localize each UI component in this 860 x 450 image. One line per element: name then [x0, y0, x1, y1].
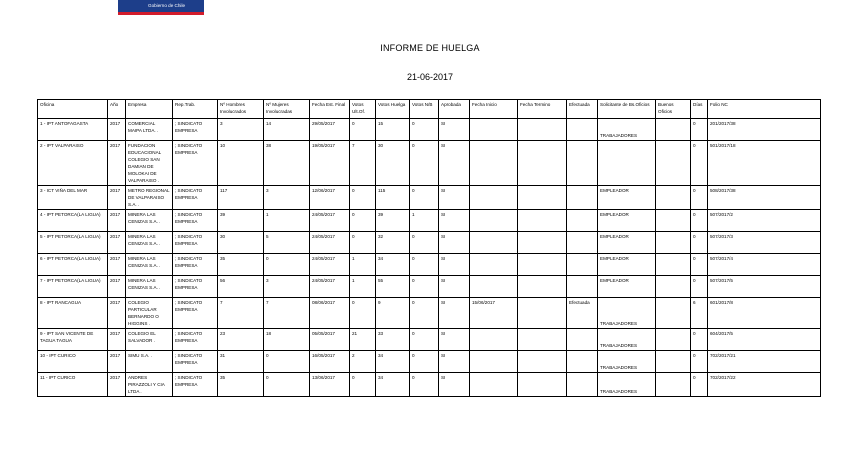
table-cell	[518, 141, 567, 186]
table-cell: 34	[376, 351, 410, 373]
table-cell: 35	[218, 254, 264, 276]
table-cell: 0	[691, 210, 708, 232]
table-cell: ; SINDICATO EMPRESA	[173, 119, 218, 141]
table-cell: ; SINDICATO EMPRESA	[173, 254, 218, 276]
table-cell: 501/2017/18	[708, 141, 821, 186]
column-header: Nº Hombres Involucrados	[218, 100, 264, 119]
table-cell: ; SINDICATO EMPRESA	[173, 351, 218, 373]
table-cell: 2 - IPT VALPARAISO	[38, 141, 108, 186]
table-cell: 0	[350, 119, 376, 141]
column-header: Días	[691, 100, 708, 119]
table-cell: SI	[439, 329, 470, 351]
table-cell: 6 - IPT PETORCA(LA LIGUA)	[38, 254, 108, 276]
table-cell: 39	[376, 210, 410, 232]
column-header: Oficina	[38, 100, 108, 119]
table-cell: 0	[350, 210, 376, 232]
table-cell: 15/06/2017	[470, 298, 518, 329]
table-cell: 507/2017/4	[708, 254, 821, 276]
table-cell	[656, 351, 691, 373]
table-cell: 15	[376, 119, 410, 141]
table-cell: 2017	[108, 373, 126, 397]
table-cell: 56	[218, 276, 264, 298]
table-cell: 508/2017/38	[708, 186, 821, 210]
table-cell: 507/2017/2	[708, 210, 821, 232]
table-cell: 2017	[108, 298, 126, 329]
table-cell: 0	[410, 329, 439, 351]
table-cell: 38	[264, 141, 310, 186]
table-cell: 0	[691, 141, 708, 186]
column-header: Efectuada	[567, 100, 598, 119]
table-cell: 0	[350, 373, 376, 397]
table-body	[38, 119, 821, 397]
table-cell: 32	[376, 232, 410, 254]
table-cell: 0	[691, 351, 708, 373]
table-cell: EMPLEADOR	[598, 232, 656, 254]
table-cell: METRO REGIONAL DE VALPARAISO S.A. .	[126, 186, 173, 210]
table-cell: 05/05/2017	[310, 329, 350, 351]
table-cell: 24/05/2017	[310, 254, 350, 276]
table-cell: 8 - IPT RANCAGUA	[38, 298, 108, 329]
table-cell: 1	[264, 210, 310, 232]
table-cell: 21	[350, 329, 376, 351]
table-cell: 117	[218, 186, 264, 210]
table-cell: SI	[439, 351, 470, 373]
table-cell: 55	[376, 276, 410, 298]
government-logo	[118, 0, 204, 15]
table-cell	[518, 119, 567, 141]
table-cell: 0	[410, 119, 439, 141]
table-cell: SI	[439, 186, 470, 210]
table-cell: 0	[410, 254, 439, 276]
table-cell: 2017	[108, 276, 126, 298]
table-cell: 1	[410, 210, 439, 232]
table-cell: 12/06/2017	[310, 186, 350, 210]
table-cell: 3	[264, 276, 310, 298]
table-cell	[656, 210, 691, 232]
table-cell	[518, 351, 567, 373]
table-cell: 201/2017/38	[708, 119, 821, 141]
table-cell	[567, 186, 598, 210]
table-cell	[567, 254, 598, 276]
table-cell: 702/2017/21	[708, 351, 821, 373]
table-cell	[567, 373, 598, 397]
table-cell: 2017	[108, 119, 126, 141]
table-cell	[518, 254, 567, 276]
table-cell: 0	[691, 254, 708, 276]
column-header: Votos Ult.Of.	[350, 100, 376, 119]
table-cell: SIMU S.A. .	[126, 351, 173, 373]
table-cell: 702/2017/22	[708, 373, 821, 397]
table-cell: TRABAJADORES	[598, 119, 656, 141]
table-cell	[567, 329, 598, 351]
table-row	[38, 298, 821, 329]
table-cell: SI	[439, 119, 470, 141]
logo-text: Gobierno de Chile	[148, 3, 186, 8]
table-cell: 0	[691, 373, 708, 397]
table-cell: TRABAJADORES	[598, 329, 656, 351]
column-header: Rep.Trab.	[173, 100, 218, 119]
table-cell: SI	[439, 254, 470, 276]
table-cell: 1	[350, 276, 376, 298]
table-cell: 11 - IPT CURICO	[38, 373, 108, 397]
table-cell: SI	[439, 232, 470, 254]
table-cell: 19/05/2017	[310, 141, 350, 186]
table-cell: 115	[376, 186, 410, 210]
table-cell: MINERA LAS CENIZAS S.A. .	[126, 254, 173, 276]
table-cell: 0	[264, 351, 310, 373]
table-cell: 23	[218, 329, 264, 351]
table-cell: 34	[376, 254, 410, 276]
table-cell: 1	[350, 254, 376, 276]
table-cell: COLEGIO EL SALVADOR .	[126, 329, 173, 351]
table-cell	[470, 254, 518, 276]
table-cell: ; SINDICATO EMPRESA	[173, 276, 218, 298]
table-cell	[470, 351, 518, 373]
table-cell: 0	[410, 141, 439, 186]
table-cell	[656, 329, 691, 351]
table-cell: 0	[264, 373, 310, 397]
strike-report-table	[37, 99, 821, 397]
table-cell	[518, 232, 567, 254]
table-cell: 0	[350, 232, 376, 254]
table-cell: 2017	[108, 186, 126, 210]
table-cell: 33	[376, 329, 410, 351]
table-cell: 29/05/2017	[310, 119, 350, 141]
table-cell: 30	[218, 232, 264, 254]
table-cell: 08/06/2017	[310, 298, 350, 329]
table-cell	[470, 186, 518, 210]
table-cell	[567, 141, 598, 186]
table-cell: 10	[218, 141, 264, 186]
table-cell	[656, 232, 691, 254]
table-cell	[470, 232, 518, 254]
table-cell	[598, 141, 656, 186]
table-cell: 2017	[108, 210, 126, 232]
table-cell: 2	[350, 351, 376, 373]
table-cell: TRABAJADORES	[598, 351, 656, 373]
table-cell	[656, 254, 691, 276]
table-cell: 604/2017/5	[708, 329, 821, 351]
table-cell: 7 - IPT PETORCA(LA LIGUA)	[38, 276, 108, 298]
table-cell: TRABAJADORES	[598, 298, 656, 329]
table-cell	[656, 119, 691, 141]
table-cell	[656, 298, 691, 329]
column-header: Votos N/B	[410, 100, 439, 119]
table-cell	[470, 276, 518, 298]
column-header: Aprobada	[439, 100, 470, 119]
table-cell	[470, 141, 518, 186]
logo-red-band	[118, 12, 204, 15]
table-cell: 31	[218, 351, 264, 373]
table-cell	[518, 298, 567, 329]
table-cell	[518, 186, 567, 210]
table-cell	[567, 351, 598, 373]
table-cell	[518, 276, 567, 298]
table-row	[38, 210, 821, 232]
table-cell: 0	[350, 298, 376, 329]
column-header: Fecha Inicio	[470, 100, 518, 119]
table-cell: 9 - IPT SAN VICENTE DE TAGUA TAGUA	[38, 329, 108, 351]
report-date: 21-06-2017	[406, 72, 454, 82]
table-cell: 0	[410, 373, 439, 397]
table-cell: EMPLEADOR	[598, 186, 656, 210]
column-header: Solicitante de Bs.Oficios	[598, 100, 656, 119]
table-cell: 0	[691, 232, 708, 254]
table-cell: ; SINDICATO EMPRESA	[173, 373, 218, 397]
table-cell: 10 - IPT CURICO	[38, 351, 108, 373]
table-cell: COMERCIAL MAIPA LTDA. .	[126, 119, 173, 141]
table-cell: 0	[410, 298, 439, 329]
table-cell: MINERA LAS CENIZAS S.A. .	[126, 232, 173, 254]
table-cell: EMPLEADOR	[598, 210, 656, 232]
table-cell: 24/05/2017	[310, 232, 350, 254]
table-cell: 24/05/2017	[310, 210, 350, 232]
table-cell	[656, 276, 691, 298]
table-row	[38, 373, 821, 397]
table-cell	[518, 329, 567, 351]
column-header: Nº Mujeres Involucradas	[264, 100, 310, 119]
table-cell: 601/2017/8	[708, 298, 821, 329]
table-cell: Efectuada	[567, 298, 598, 329]
table-cell: ; SINDICATO EMPRESA	[173, 186, 218, 210]
table-cell: 0	[410, 276, 439, 298]
table-cell: EMPLEADOR	[598, 276, 656, 298]
table-cell: ; SINDICATO EMPRESA	[173, 141, 218, 186]
table-cell	[656, 141, 691, 186]
table-cell: ; SINDICATO EMPRESA	[173, 210, 218, 232]
table-cell: 7	[218, 298, 264, 329]
table-cell: 18	[264, 329, 310, 351]
table-cell: 2017	[108, 141, 126, 186]
table-cell: 0	[350, 186, 376, 210]
table-cell: 0	[691, 329, 708, 351]
column-header: Fecha Est. Final	[310, 100, 350, 119]
table-header-row	[38, 100, 821, 119]
table-row	[38, 119, 821, 141]
table-cell: 5 - IPT PETORCA(LA LIGUA)	[38, 232, 108, 254]
table-cell	[567, 210, 598, 232]
table-cell: 0	[691, 119, 708, 141]
table-cell: 7	[350, 141, 376, 186]
column-header: Folio NC	[708, 100, 821, 119]
table-cell: 16/05/2017	[310, 351, 350, 373]
table-cell: 5	[264, 232, 310, 254]
table-row	[38, 329, 821, 351]
column-header: Votos Huelga	[376, 100, 410, 119]
table-cell: 4 - IPT PETORCA(LA LIGUA)	[38, 210, 108, 232]
table-row	[38, 276, 821, 298]
table-cell	[518, 373, 567, 397]
table-cell: EMPLEADOR	[598, 254, 656, 276]
table-cell: ; SINDICATO EMPRESA	[173, 232, 218, 254]
table-cell: ; SINDICATO EMPRESA	[173, 329, 218, 351]
table-cell	[567, 232, 598, 254]
table-row	[38, 351, 821, 373]
table-cell	[470, 373, 518, 397]
table-cell: 0	[691, 186, 708, 210]
table-cell: 3	[264, 186, 310, 210]
column-header: Fecha Termino	[518, 100, 567, 119]
table-cell	[470, 210, 518, 232]
table-cell: 13/06/2017	[310, 373, 350, 397]
table-cell: 507/2017/3	[708, 232, 821, 254]
table-cell	[470, 329, 518, 351]
table-cell: SI	[439, 141, 470, 186]
table-cell: 7	[264, 298, 310, 329]
report-title: INFORME DE HUELGA	[380, 43, 480, 53]
table-cell: 0	[264, 254, 310, 276]
table-cell: 35	[218, 373, 264, 397]
table-row	[38, 232, 821, 254]
table-cell: 6	[691, 298, 708, 329]
table-cell: SI	[439, 298, 470, 329]
table-cell	[470, 119, 518, 141]
table-row	[38, 254, 821, 276]
table-cell: 30	[376, 141, 410, 186]
table-cell: ; SINDICATO EMPRESA	[173, 298, 218, 329]
table-cell: 0	[410, 232, 439, 254]
table-cell: TRABAJADORES	[598, 373, 656, 397]
column-header: Buenos Oficios	[656, 100, 691, 119]
table-cell: 2017	[108, 232, 126, 254]
table-cell: 2017	[108, 254, 126, 276]
table-row	[38, 186, 821, 210]
table-cell: 1 - IPT ANTOFAGASTA	[38, 119, 108, 141]
table-cell: 2017	[108, 351, 126, 373]
table-cell: MINERA LAS CENIZAS S.A. .	[126, 210, 173, 232]
table-cell: 24/05/2017	[310, 276, 350, 298]
table-cell: 0	[410, 351, 439, 373]
table-cell	[567, 119, 598, 141]
table-cell	[656, 186, 691, 210]
table-cell: SI	[439, 210, 470, 232]
table-cell: 9	[376, 298, 410, 329]
table-cell	[518, 210, 567, 232]
table-cell: 3 - ICT VIÑA DEL MAR	[38, 186, 108, 210]
table-cell: 34	[376, 373, 410, 397]
column-header: Empresa	[126, 100, 173, 119]
table-cell: SI	[439, 373, 470, 397]
table-cell: 0	[691, 276, 708, 298]
table-cell: MINERA LAS CENIZAS S.A. .	[126, 276, 173, 298]
table-cell: 3	[218, 119, 264, 141]
table-cell: 39	[218, 210, 264, 232]
column-header: Año	[108, 100, 126, 119]
table-cell	[567, 276, 598, 298]
table-cell: FUNDACION EDUCACIONAL COLEGIO SAN DAMIAN DE MOLOKAI DE VALPARAISO .	[126, 141, 173, 186]
table-cell: 0	[410, 186, 439, 210]
table-cell: ANDRES PIRAZZOLI Y CIA LTDA .	[126, 373, 173, 397]
table-cell: SI	[439, 276, 470, 298]
table-cell: COLEGIO PARTICULAR BERNARDO O HIGGINS .	[126, 298, 173, 329]
table-row	[38, 141, 821, 186]
table-cell	[656, 373, 691, 397]
table-cell: 2017	[108, 329, 126, 351]
table-cell: 14	[264, 119, 310, 141]
table-cell: 507/2017/5	[708, 276, 821, 298]
